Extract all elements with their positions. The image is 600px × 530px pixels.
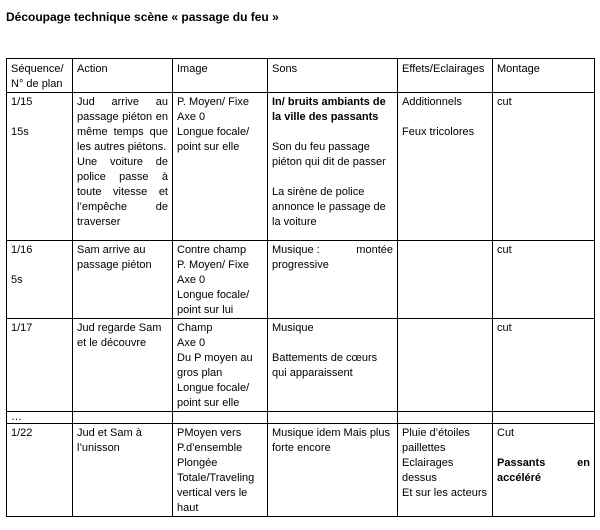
cell-effets: [398, 241, 493, 319]
montage-text: Passants: [497, 457, 546, 469]
header-sons: Sons: [268, 59, 398, 93]
plan-number: 1/15: [11, 96, 33, 108]
cell-sequence: 1/17: [7, 319, 73, 412]
cell-montage: [493, 424, 595, 517]
cell-action: [73, 412, 173, 424]
cell-sons: [268, 93, 398, 241]
sons-text: Battements de cœurs qui apparaissent: [272, 352, 378, 379]
table-row: [7, 412, 595, 424]
montage-text: en: [577, 457, 590, 469]
cell-sons: [268, 424, 398, 517]
sons-text: Musique: [272, 322, 314, 334]
image-text: PMoyen vers P.d’ensemble Plongée Totale/Traveling vertical vers le haut: [177, 427, 255, 514]
cell-sons: [268, 319, 398, 412]
header-image: Image: [173, 59, 268, 93]
plan-number: 1/16: [11, 244, 33, 256]
cell-image: [173, 241, 268, 319]
cell-image: [173, 424, 268, 517]
sons-text: Musique idem Mais plus forte encore: [272, 427, 390, 454]
effets-text: Feux tricolores: [402, 126, 475, 138]
cell-montage: cut: [493, 241, 595, 319]
image-text: Champ Axe 0 Du P moyen au gros plan Longue focale/ point sur elle: [177, 322, 253, 409]
cell-image: [173, 319, 268, 412]
header-sequence: Séquence/ N° de plan: [7, 59, 73, 93]
plan-duration: 15s: [11, 126, 29, 138]
table-row: [7, 319, 595, 412]
plan-duration: 5s: [11, 274, 23, 286]
table-row: [7, 93, 595, 241]
montage-text: Cut: [497, 427, 515, 439]
sons-text: La sirène de police annonce le passage de la voiture: [272, 186, 386, 228]
table-row: [7, 424, 595, 517]
action-text: Jud arrive au passage piéton en même temps que les autres piétons. Une voiture de police passe à toute vitesse et l’empêche de traverser: [77, 96, 168, 228]
action-text: Sam arrive au passage piéton: [77, 244, 152, 271]
cell-montage: [493, 412, 595, 424]
cell-effets: [398, 93, 493, 241]
cell-action: [73, 93, 173, 241]
effets-text: Additionnels: [402, 96, 462, 108]
cell-sequence: [7, 241, 73, 319]
cell-montage: cut: [493, 319, 595, 412]
montage-text: accéléré: [497, 472, 542, 484]
header-effets: Effets/Eclairages: [398, 59, 493, 93]
action-text: Jud regarde Sam et le découvre: [77, 322, 162, 349]
image-text: Contre champ P. Moyen/ Fixe Axe 0 Longue focale/ point sur lui: [177, 244, 250, 316]
cell-sons: [268, 241, 398, 319]
cell-image: [173, 93, 268, 241]
header-montage: Montage: [493, 59, 595, 93]
cell-action: [73, 319, 173, 412]
sons-text: progressive: [272, 259, 329, 271]
cell-sequence: [7, 93, 73, 241]
sons-text: Son du feu passage piéton qui dit de passer: [272, 141, 386, 168]
cell-effets: [398, 424, 493, 517]
document-title: Découpage technique scène « passage du feu »: [6, 10, 279, 24]
cell-sequence: 1/22: [7, 424, 73, 517]
table-header-row: [7, 59, 595, 93]
cell-sequence: …: [7, 412, 73, 424]
sons-line: [272, 243, 393, 258]
cell-effets: [398, 319, 493, 412]
cell-action: [73, 424, 173, 517]
action-text: Jud et Sam à l’unisson: [77, 427, 142, 454]
cell-effets: [398, 412, 493, 424]
cell-sons: [268, 412, 398, 424]
image-text: P. Moyen/ Fixe Axe 0 Longue focale/ point sur elle: [177, 96, 250, 153]
cell-action: [73, 241, 173, 319]
sons-text: Musique :: [272, 244, 320, 256]
decoupage-table: [6, 58, 595, 517]
cell-montage: cut: [493, 93, 595, 241]
montage-line: [497, 456, 590, 471]
sons-bold-text: In/ bruits ambiants de la ville des passants: [272, 96, 386, 123]
cell-image: [173, 412, 268, 424]
header-action: Action: [73, 59, 173, 93]
effets-text: Pluie d’étoiles paillettes Eclairages dessus Et sur les acteurs: [402, 427, 487, 499]
table-row: [7, 241, 595, 319]
sons-text: montée: [356, 244, 393, 256]
